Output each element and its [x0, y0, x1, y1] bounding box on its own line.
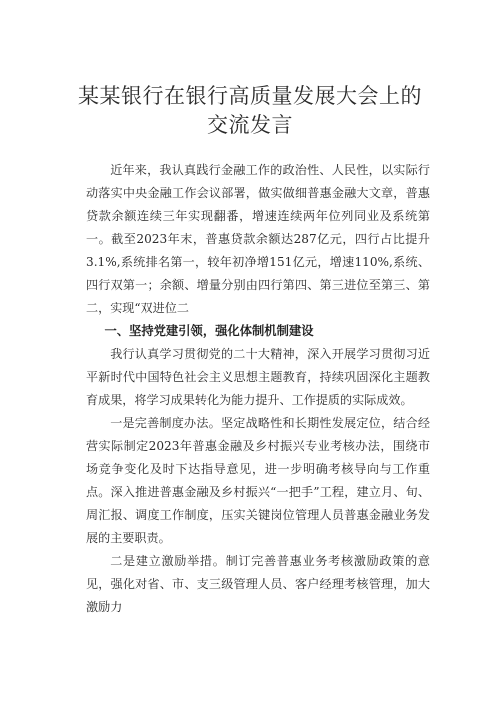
paragraph-study: 我行认真学习贯彻党的二十大精神，深入开展学习贯彻习近平新时代中国特色社会主义思想主题教育，持续巩固深化主题教育成果，将学习成果转化为能力提升、工作提质的实际成效。	[86, 347, 430, 407]
document-title	[0, 82, 500, 140]
paragraph-intro: 近年来，我认真践行金融工作的政治性、人民性，以实际行动落实中央金融工作会议部署，做实做细普惠金融大文章，普惠贷款余额连续三年实现翻番，增速连续两年位列同业及系统第一。截至2023年末，普惠贷款余额达287亿元，四行占比提升3.1%,系统排名第一，较年初净增151亿元，增速110%,系统、四行双第一；余额、增量分别由四行第四、第三进位至第三、第二，实现“双进位二	[86, 163, 430, 315]
title-line-1: 某某银行在银行高质量发展大会上的	[78, 84, 422, 108]
paragraph-system: 一是完善制度办法。坚定战略性和长期性发展定位，结合经营实际制定2023年普惠金融及乡村振兴专业考核办法，围绕市场竞争变化及时下达指导意见，进一步明确考核导向与工作重点。深入推进普惠金融及乡村振兴“一把手”工程，建立月、旬、周汇报、调度工作制度，压实关键岗位管理人员普惠金融业务发展的主要职责。	[86, 416, 430, 545]
title-line-2: 交流发言	[207, 113, 293, 137]
document-body	[86, 159, 430, 619]
section-heading-1: 一、坚持党建引领，强化体制机制建设	[104, 324, 314, 338]
paragraph-incentive: 二是建立激励举措。制订完善普惠业务考核激励政策的意见，强化对省、市、支三级管理人员、客户经理考核管理，加大激励力	[86, 554, 430, 614]
